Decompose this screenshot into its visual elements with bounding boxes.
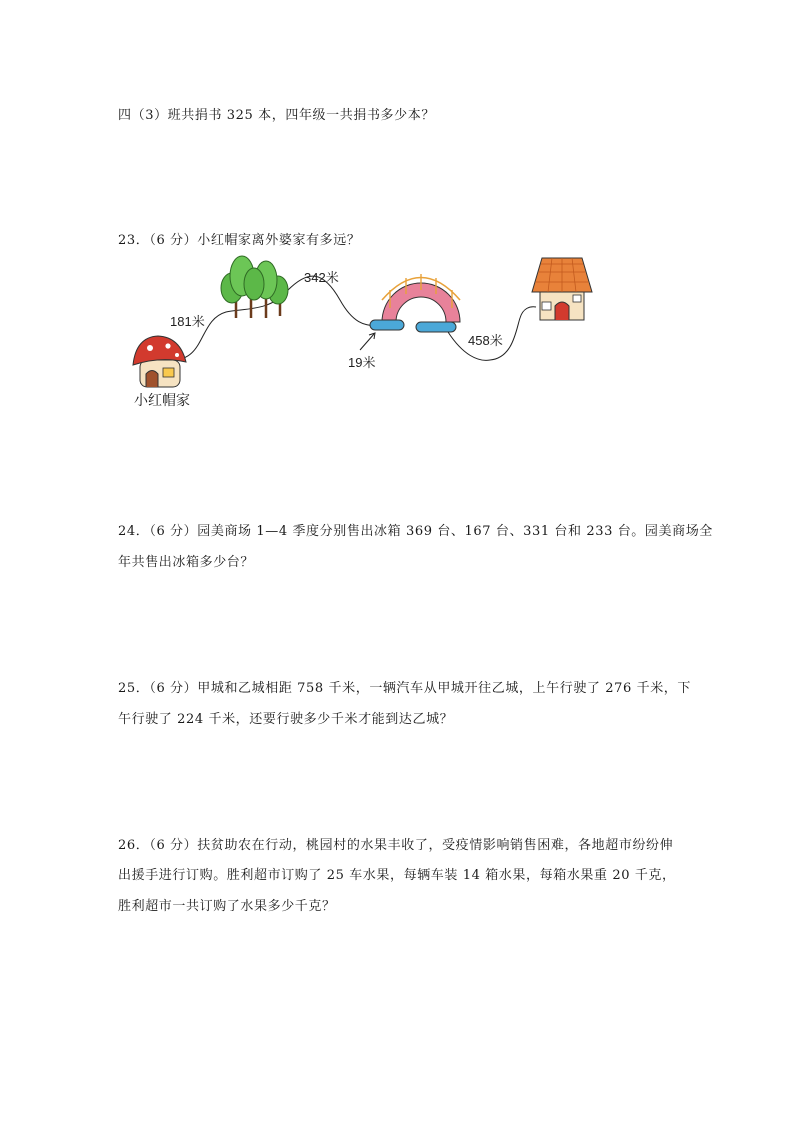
distance-label-19: 19米 [348,355,376,370]
q25-line-1: 25．（6 分）甲城和乙城相距 758 千米，一辆汽车从甲城开往乙城，上午行驶了 276 千米，下 [118,681,692,696]
q26-line-2: 出援手进行订购。胜利超市订购了 25 车水果，每辆车装 14 箱水果，每箱水果重 20 千克， [118,868,676,883]
q26-line-3: 胜利超市一共订购了水果多少千克？ [118,899,336,914]
q24-line-2: 年共售出冰箱多少台？ [118,555,255,570]
home-label: 小红帽家 [134,393,190,409]
grandma-house-icon [532,258,592,320]
forest-icon [221,256,288,318]
q26-line-1: 26．（6 分）扶贫助农在行动，桃园村的水果丰收了，受疫情影响销售困难，各地超市纷纷伸 [118,838,674,853]
q24-line-1: 24．（6 分）园美商场 1—4 季度分别售出冰箱 369 台、167 台、331 台和 233 台。园美商场全 [118,524,713,539]
q23-question: 23．（6 分）小红帽家离外婆家有多远？ [118,233,361,248]
distance-label-458: 458米 [468,333,503,348]
bridge-icon [370,274,460,332]
q23-route-illustration [118,250,598,420]
mushroom-house-icon [133,336,186,387]
distance-label-342: 342米 [304,270,339,285]
distance-label-181: 181米 [170,314,205,329]
q25-line-2: 午行驶了 224 千米，还要行驶多少千米才能到达乙城？ [118,712,454,727]
q22-continuation: 四（3）班共捐书 325 本，四年级一共捐书多少本？ [118,108,435,123]
